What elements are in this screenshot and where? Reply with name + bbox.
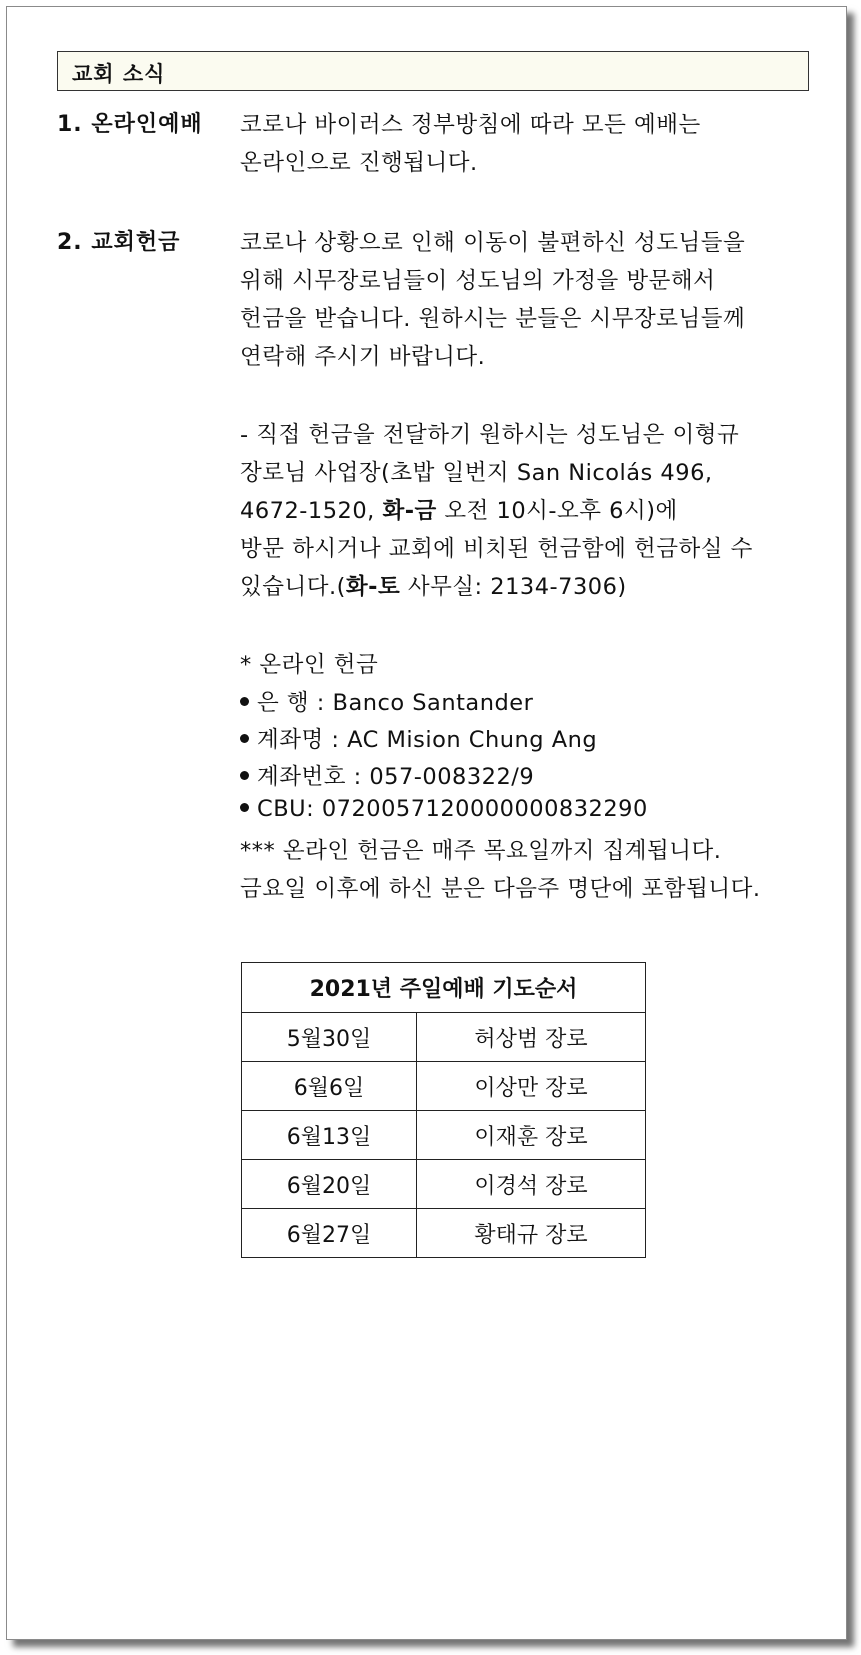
prayer-elder: 이재훈 장로 <box>417 1111 646 1160</box>
online-offering-title: * 온라인 헌금 <box>240 652 379 678</box>
prayer-table-title: 2021년 주일예배 기도순서 <box>242 963 646 1013</box>
cbu-item <box>240 796 648 822</box>
online-worship-line-2: 온라인으로 진행됩니다. <box>240 150 478 176</box>
bullet-icon <box>240 771 249 780</box>
prayer-date: 6월27일 <box>242 1209 417 1258</box>
section-label-online-worship: 1. 온라인예배 <box>57 112 203 137</box>
offering-line-4: 연락해 주시기 바랍니다. <box>240 344 486 370</box>
cbu-number: CBU: 0720057120000000832290 <box>257 796 648 822</box>
office-phone: 사무실: 2134-7306) <box>400 574 627 600</box>
table-row <box>242 1209 646 1258</box>
prayer-elder: 황태규 장로 <box>417 1209 646 1258</box>
direct-offering-hours: 오전 10시-오후 6시)에 <box>436 498 678 524</box>
account-name: 계좌명 : AC Mision Chung Ang <box>257 727 598 753</box>
section-header-box <box>57 51 809 91</box>
online-worship-line-1: 코로나 바이러스 정부방침에 따라 모든 예배는 <box>240 112 701 138</box>
online-offering-note-2: 금요일 이후에 하신 분은 다음주 명단에 포함됩니다. <box>240 876 761 902</box>
offering-line-3: 헌금을 받습니다. 원하시는 분들은 시무장로님들께 <box>240 306 746 332</box>
bank-item <box>240 685 533 717</box>
offering-line-2: 위해 시무장로님들이 성도님의 가정을 방문해서 <box>240 268 716 294</box>
table-row <box>242 1062 646 1111</box>
prayer-elder: 이경석 장로 <box>417 1160 646 1209</box>
prayer-date: 6월13일 <box>242 1111 417 1160</box>
table-row <box>242 1160 646 1209</box>
account-number-item <box>240 759 534 791</box>
direct-offering-line-1: - 직접 헌금을 전달하기 원하시는 성도님은 이형규 <box>240 422 740 448</box>
prayer-date: 5월30일 <box>242 1013 417 1062</box>
table-row <box>242 1013 646 1062</box>
direct-offering-text: 있습니다.( <box>240 574 346 600</box>
bullet-icon <box>240 734 249 743</box>
direct-offering-line-3 <box>240 493 678 525</box>
section-label-offering: 2. 교회헌금 <box>57 230 181 255</box>
prayer-elder: 허상범 장로 <box>417 1013 646 1062</box>
direct-offering-line-5 <box>240 569 627 601</box>
bullet-icon <box>240 697 249 706</box>
bulletin-page <box>6 6 847 1640</box>
bullet-icon <box>240 803 249 812</box>
table-header-row <box>242 963 646 1013</box>
prayer-schedule-table <box>241 962 646 1258</box>
bank-name: 은 행 : Banco Santander <box>257 690 534 716</box>
direct-offering-line-2: 장로님 사업장(초밥 일번지 San Nicolás 496, <box>240 460 713 486</box>
direct-offering-days: 화-금 <box>382 498 437 524</box>
prayer-date: 6월6일 <box>242 1062 417 1111</box>
page-title: 교회 소식 <box>72 62 166 86</box>
prayer-date: 6월20일 <box>242 1160 417 1209</box>
office-days: 화-토 <box>345 574 401 600</box>
account-number: 계좌번호 : 057-008322/9 <box>257 764 535 790</box>
offering-line-1: 코로나 상황으로 인해 이동이 불편하신 성도님들을 <box>240 230 746 256</box>
account-name-item <box>240 722 597 754</box>
online-offering-note-1: *** 온라인 헌금은 매주 목요일까지 집계됩니다. <box>240 838 722 864</box>
direct-offering-phone: 4672-1520, <box>240 498 383 524</box>
prayer-elder: 이상만 장로 <box>417 1062 646 1111</box>
direct-offering-line-4: 방문 하시거나 교회에 비치된 헌금함에 헌금하실 수 <box>240 536 753 562</box>
table-row <box>242 1111 646 1160</box>
